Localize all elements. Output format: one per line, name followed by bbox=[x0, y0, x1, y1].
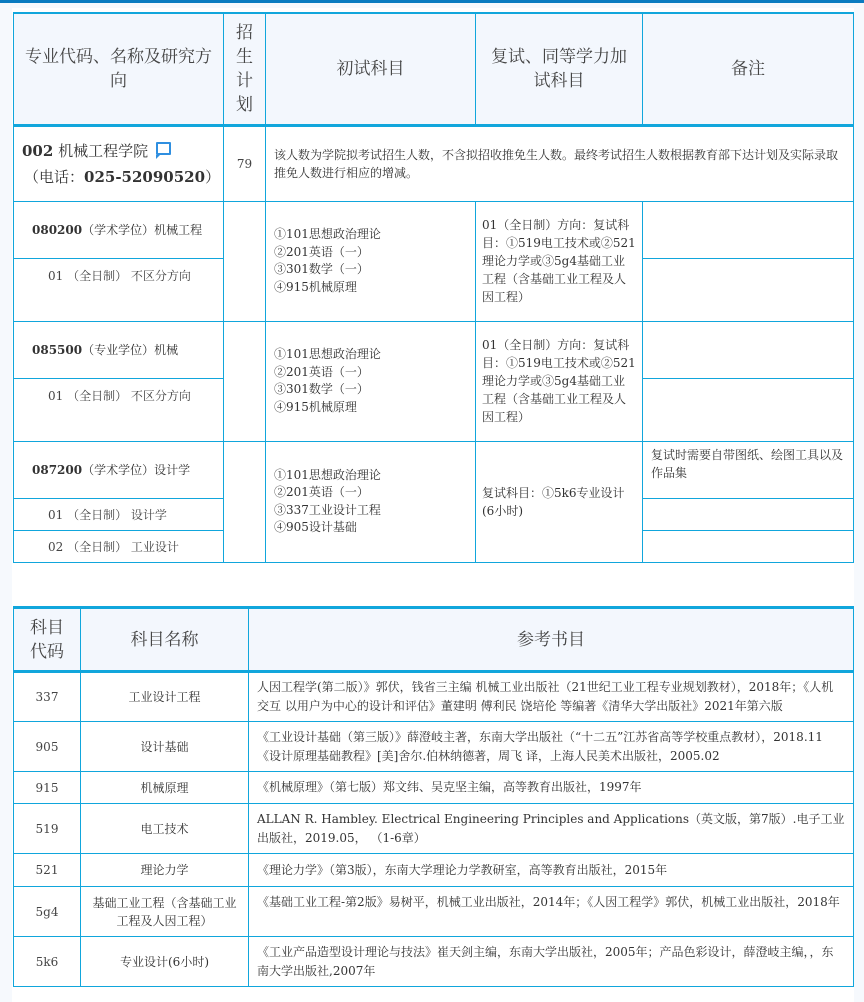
major-row bbox=[14, 321, 854, 378]
subject-name: 基础工业工程（含基础工业工程及人因工程） bbox=[81, 887, 249, 937]
retest-subjects: 01（全日制）方向：复试科目：①519电工技术或②521理论力学或③5g4基础工业工程（含基础工业工程及人因工程） bbox=[476, 321, 643, 441]
reference-books: 《工业设计基础（第三版）》薛澄岐主著，东南大学出版社（“十二五”江苏省高等学校重点教材），2018.11 《设计原理基础教程》[美]舍尔.伯林纳德著，周飞 译，上海人民美术出版社，2005.02 bbox=[249, 722, 854, 772]
reference-books: 《工业产品造型设计理论与技法》崔天剑主编，东南大学出版社，2005年；产品色彩设计，薛澄岐主编，，东南大学出版社,2007年 bbox=[249, 937, 854, 987]
major-title: 085500（专业学位）机械 bbox=[14, 321, 224, 378]
remark bbox=[643, 498, 854, 530]
reference-books: 人因工程学(第二版）》郭伏，钱省三主编 机械工业出版社（21世纪工业工程专业规划教材），2018年；《人机交互 以用户为中心的设计和评估》董建明 傅利民 饶培伦 等编著《清华大学出版社》2021年第六版 bbox=[249, 672, 854, 722]
chat-bubble-icon[interactable] bbox=[156, 142, 171, 155]
remark bbox=[643, 378, 854, 441]
remark bbox=[643, 201, 854, 258]
retest-subjects: 复试科目：①5k6专业设计(6小时) bbox=[476, 441, 643, 562]
subject-code: 905 bbox=[14, 722, 81, 772]
book-row bbox=[14, 854, 854, 887]
subject-name: 专业设计(6小时) bbox=[81, 937, 249, 987]
direction: 02 （全日制） 工业设计 bbox=[14, 530, 224, 562]
header-remark: 备注 bbox=[643, 13, 854, 125]
subject-code: 5k6 bbox=[14, 937, 81, 987]
reference-books: ALLAN R. Hambley. Electrical Engineering Principles and Applications（英文版，第7版）.电子工业出版社，2019.05， （1-6章） bbox=[249, 804, 854, 854]
reference-books: 《基础工业工程-第2版》易树平，机械工业出版社，2014年；《人因工程学》郭伏，机械工业出版社，2018年 bbox=[249, 887, 854, 937]
top-accent-bar bbox=[0, 0, 864, 3]
subject-name: 电工技术 bbox=[81, 804, 249, 854]
major-title: 080200（学术学位）机械工程 bbox=[14, 201, 224, 258]
initial-subjects: ①101思想政治理论 ②201英语（一） ③337工业设计工程 ④905设计基础 bbox=[266, 441, 476, 562]
book-row bbox=[14, 672, 854, 722]
subject-name: 理论力学 bbox=[81, 854, 249, 887]
major-plan bbox=[224, 321, 266, 441]
subject-name: 工业设计工程 bbox=[81, 672, 249, 722]
book-row bbox=[14, 937, 854, 987]
book-row bbox=[14, 772, 854, 804]
major-row bbox=[14, 441, 854, 498]
direction: 01 （全日制） 不区分方向 bbox=[14, 258, 224, 321]
direction: 01 （全日制） 不区分方向 bbox=[14, 378, 224, 441]
subject-code: 519 bbox=[14, 804, 81, 854]
direction: 01 （全日制） 设计学 bbox=[14, 498, 224, 530]
reference-books: 《理论力学》（第3版），东南大学理论力学教研室，高等教育出版社，2015年 bbox=[249, 854, 854, 887]
college-cell: 002 机械工程学院 （电话：025-52090520） bbox=[14, 125, 224, 201]
header-name: 科目名称 bbox=[81, 608, 249, 672]
major-title: 087200（学术学位）设计学 bbox=[14, 441, 224, 498]
reference-books: 《机械原理》（第七版）郑文纬、吴克坚主编，高等教育出版社，1997年 bbox=[249, 772, 854, 804]
retest-subjects: 01（全日制）方向：复试科目：①519电工技术或②521理论力学或③5g4基础工业工程（含基础工业工程及人因工程） bbox=[476, 201, 643, 321]
major-plan bbox=[224, 201, 266, 321]
subject-name: 机械原理 bbox=[81, 772, 249, 804]
header-plan: 招生计划 bbox=[224, 13, 266, 125]
remark bbox=[643, 321, 854, 378]
book-row bbox=[14, 722, 854, 772]
major-row bbox=[14, 201, 854, 258]
initial-subjects: ①101思想政治理论 ②201英语（一） ③301数学（一） ④915机械原理 bbox=[266, 321, 476, 441]
remark bbox=[643, 530, 854, 562]
header-major: 专业代码、名称及研究方向 bbox=[14, 13, 224, 125]
header-retest: 复试、同等学力加试科目 bbox=[476, 13, 643, 125]
subject-name: 设计基础 bbox=[81, 722, 249, 772]
header-code: 科目代码 bbox=[14, 608, 81, 672]
header-books: 参考书目 bbox=[249, 608, 854, 672]
college-row bbox=[14, 125, 854, 201]
major-plan bbox=[224, 441, 266, 562]
subject-code: 915 bbox=[14, 772, 81, 804]
header-initial: 初试科目 bbox=[266, 13, 476, 125]
reference-books-table bbox=[13, 606, 854, 987]
book-row bbox=[14, 804, 854, 854]
remark bbox=[643, 258, 854, 321]
subject-code: 337 bbox=[14, 672, 81, 722]
remark: 复试时需要自带图纸、绘图工具以及作品集 bbox=[643, 441, 854, 498]
initial-subjects: ①101思想政治理论 ②201英语（一） ③301数学（一） ④915机械原理 bbox=[266, 201, 476, 321]
college-note: 该人数为学院拟考试招生人数，不含拟招收推免生人数。最终考试招生人数根据教育部下达计划及实际录取推免人数进行相应的增减。 bbox=[266, 125, 854, 201]
majors-table bbox=[13, 12, 854, 563]
book-row bbox=[14, 887, 854, 937]
subject-code: 5g4 bbox=[14, 887, 81, 937]
subject-code: 521 bbox=[14, 854, 81, 887]
college-plan: 79 bbox=[224, 125, 266, 201]
